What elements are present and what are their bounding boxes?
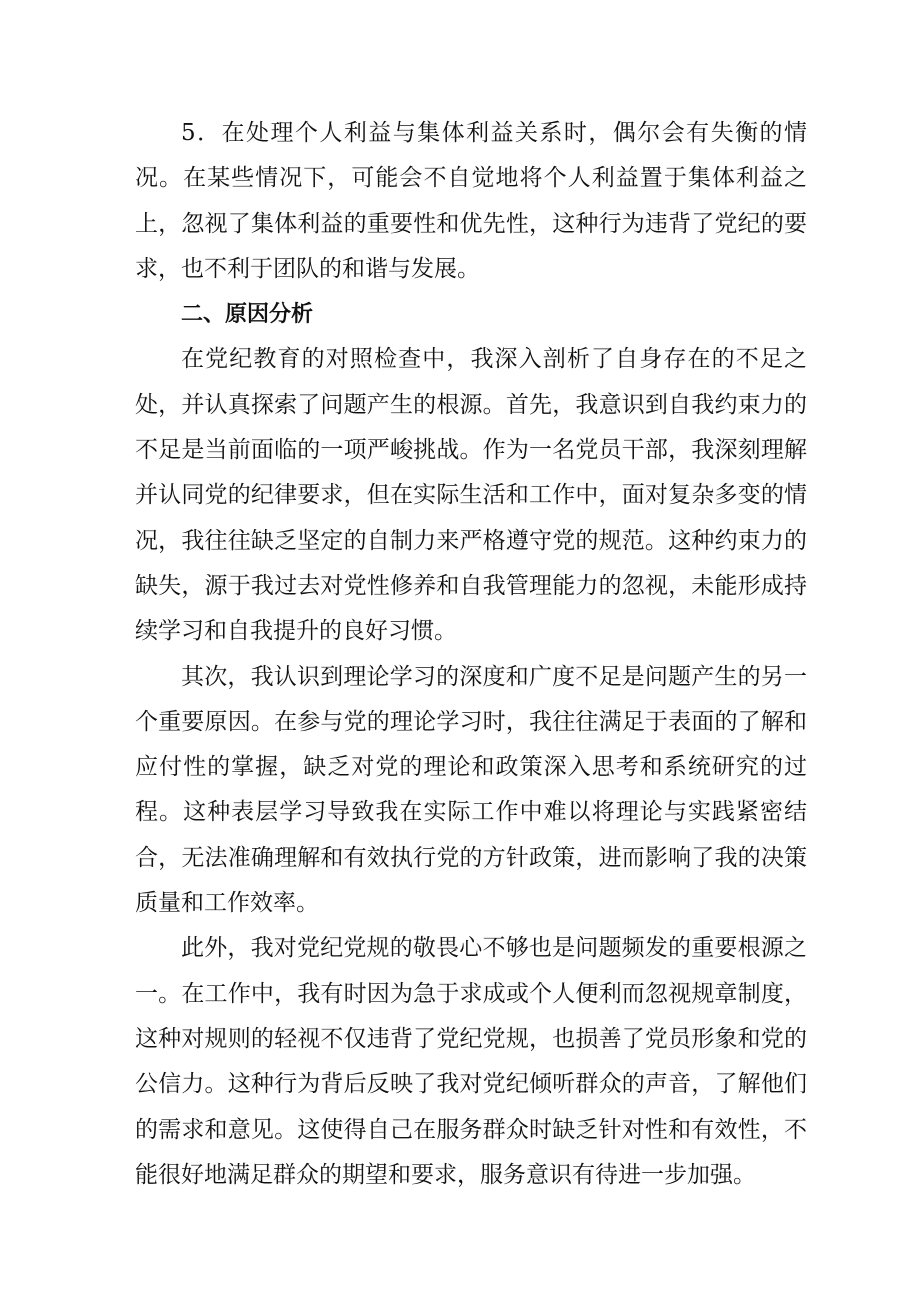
- document-body: [135, 111, 807, 1198]
- body-paragraph-2: 其次，我认识到理论学习的深度和广度不足是问题产生的另一个重要原因。在参与党的理论学习时，我往往满足于表面的了解和应付性的掌握，缺乏对党的理论和政策深入思考和系统研究的过程。这种表层学习导致我在实际工作中难以将理论与实践紧密结合，无法准确理解和有效执行党的方针政策，进而影响了我的决策质量和工作效率。: [135, 663, 807, 917]
- section-heading: 二、原因分析: [181, 302, 314, 328]
- body-paragraph-1: 在党纪教育的对照检查中，我深入剖析了自身存在的不足之处，并认真探索了问题产生的根源。首先，我意识到自我约束力的不足是当前面临的一项严峻挑战。作为一名党员干部，我深刻理解并认同党的纪律要求，但在实际生活和工作中，面对复杂多变的情况，我往往缺乏坚定的自制力来严格遵守党的规范。这种约束力的缺失，源于我过去对党性修养和自我管理能力的忽视，未能形成持续学习和自我提升的良好习惯。: [135, 346, 807, 645]
- body-paragraph-3: 此外，我对党纪党规的敬畏心不够也是问题频发的重要根源之一。在工作中，我有时因为急于求成或个人便利而忽视规章制度，这种对规则的轻视不仅违背了党纪党规，也损善了党员形象和党的公信力。这种行为背后反映了我对党纪倾听群众的声音，了解他们的需求和意见。这使得自己在服务群众时缺乏针对性和有效性，不能很好地满足群众的期望和要求，服务意识有待进一步加强。: [135, 935, 807, 1188]
- list-item-5-paragraph: 5．在处理个人利益与集体利益关系时，偶尔会有失衡的情况。在某些情况下，可能会不自觉地将个人利益置于集体利益之上，忽视了集体利益的重要性和优先性，这种行为违背了党纪的要求，也不利于团队的和谐与发展。: [135, 120, 807, 282]
